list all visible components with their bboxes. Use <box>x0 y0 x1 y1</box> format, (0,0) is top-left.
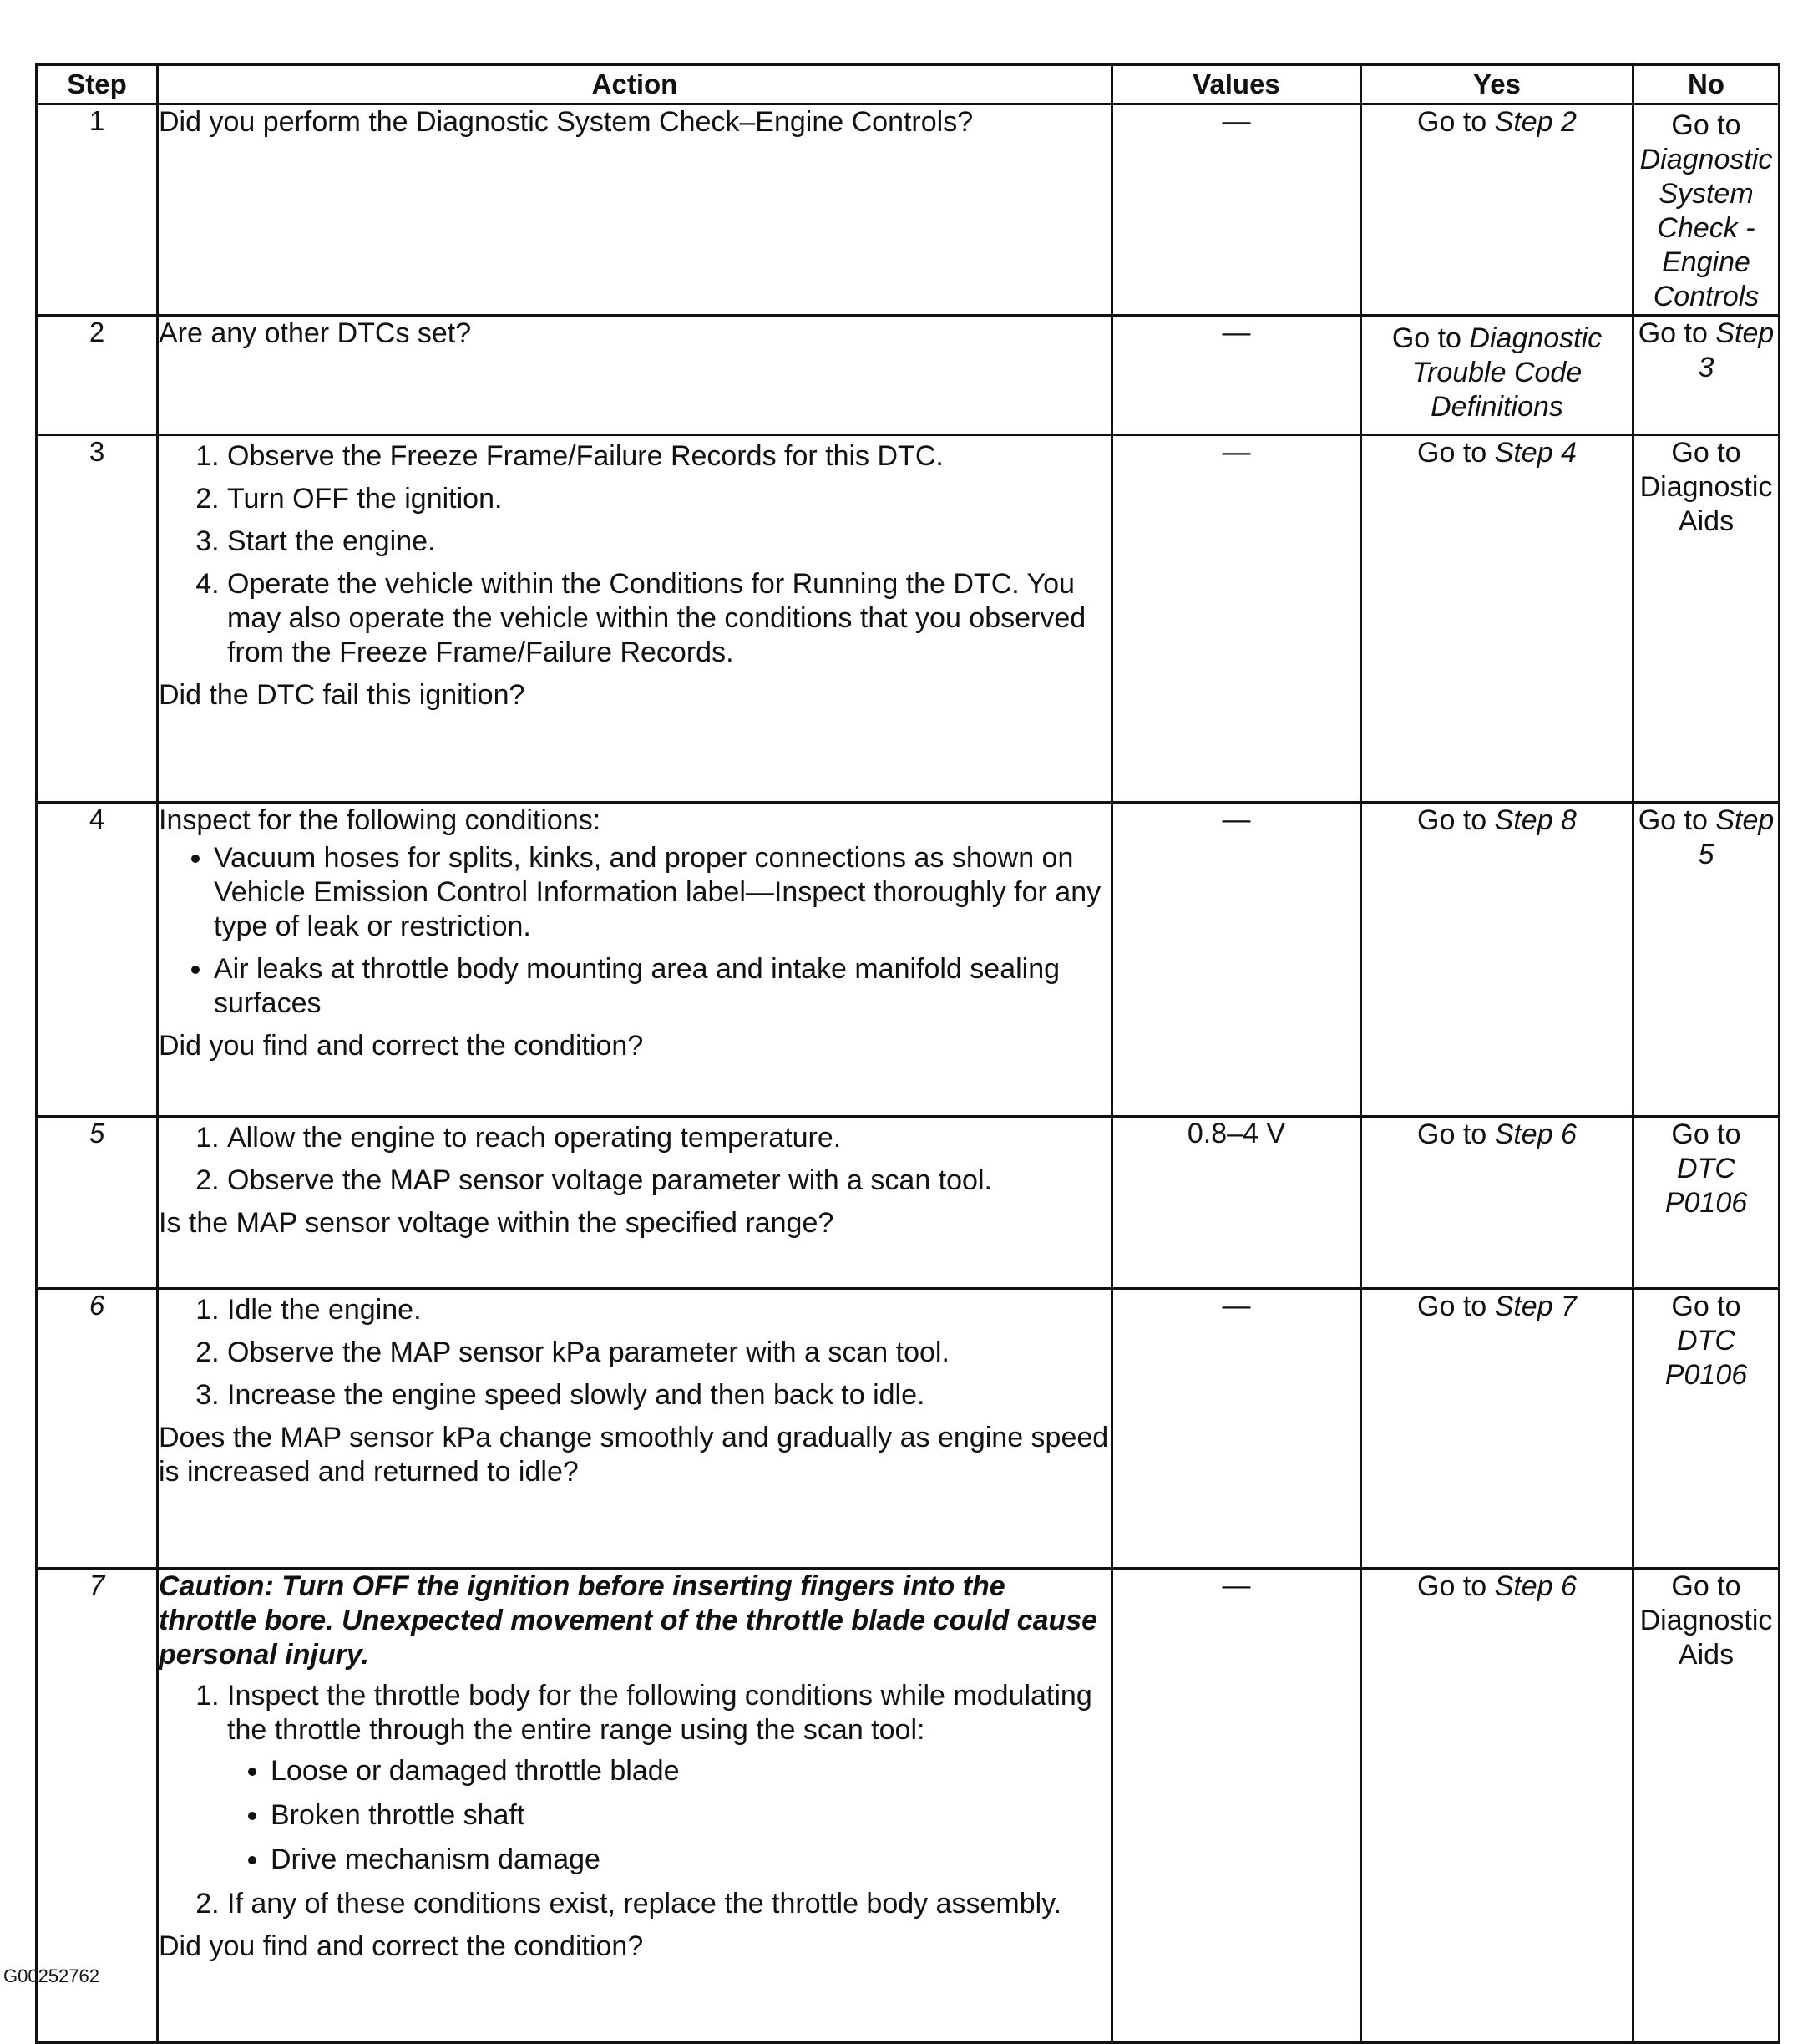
no-cell <box>1633 1117 1780 1289</box>
action-cell <box>158 803 1112 1117</box>
action-question: Did you find and correct the condition? <box>159 1030 644 1062</box>
yes-link[interactable]: Diagnostic Trouble Code Definitions <box>1411 322 1603 423</box>
table-row <box>37 1569 1780 2043</box>
action-question: Did you find and correct the condition? <box>159 1930 644 1962</box>
no-text: Go to <box>1671 1118 1741 1150</box>
action-cell <box>158 104 1112 316</box>
yes-text: Go to <box>1417 106 1495 138</box>
action-intro: Inspect for the following conditions: <box>159 804 601 836</box>
no-link[interactable]: Diagnostic Aids <box>1639 471 1773 537</box>
yes-link[interactable]: Step 4 <box>1494 437 1577 469</box>
yes-cell <box>1361 1117 1633 1289</box>
list-item: 1. Allow the engine to reach operating temperature. <box>227 1121 1111 1155</box>
diagnostic-table <box>35 63 1780 2044</box>
numbered-list <box>159 439 1111 670</box>
list-item: 3. Increase the engine speed slowly and then back to idle. <box>227 1378 1111 1413</box>
no-cell <box>1633 104 1780 316</box>
list-item: 3. Start the engine. <box>227 525 1111 559</box>
list-item <box>227 1679 1111 1877</box>
list-item: 2. Observe the MAP sensor voltage parameter with a scan tool. <box>227 1164 1111 1198</box>
header-no: No <box>1633 65 1780 104</box>
yes-cell <box>1361 1289 1633 1569</box>
step-number: 6 <box>37 1289 158 1569</box>
list-item: 2. Turn OFF the ignition. <box>227 482 1111 516</box>
no-text: Go to <box>1638 317 1716 349</box>
no-link[interactable]: Diagnostic Aids <box>1639 1605 1773 1671</box>
no-link[interactable]: Step 3 <box>1698 317 1775 383</box>
action-question: Does the MAP sensor kPa change smoothly and gradually as engine speed is increased and returned to idle? <box>159 1422 1109 1488</box>
yes-link[interactable]: Step 6 <box>1494 1118 1577 1150</box>
no-link[interactable]: Step 5 <box>1698 804 1775 870</box>
numbered-list <box>159 1293 1111 1413</box>
header-step: Step <box>37 65 158 104</box>
value-cell: — <box>1112 1289 1361 1569</box>
yes-cell <box>1361 104 1633 316</box>
yes-link[interactable]: Step 6 <box>1494 1570 1577 1602</box>
yes-text: Go to <box>1417 437 1495 469</box>
table-row <box>37 803 1780 1117</box>
no-cell <box>1633 435 1780 803</box>
step-number: 7 <box>37 1569 158 2043</box>
action-cell <box>158 1289 1112 1569</box>
no-cell <box>1633 316 1780 435</box>
yes-link[interactable]: Step 2 <box>1494 106 1577 138</box>
bullet-list <box>159 841 1111 1021</box>
yes-cell <box>1361 316 1633 435</box>
yes-text: Go to <box>1417 1570 1495 1602</box>
numbered-list <box>159 1121 1111 1198</box>
table-row <box>37 104 1780 316</box>
table-row <box>37 435 1780 803</box>
step-number: 3 <box>37 435 158 803</box>
no-text: Go to <box>1671 437 1741 469</box>
list-item: • Air leaks at throttle body mounting area and intake manifold sealing surfaces <box>214 952 1111 1021</box>
no-text: Go to <box>1638 804 1716 836</box>
yes-link[interactable]: Step 7 <box>1494 1291 1577 1322</box>
value-cell: — <box>1112 316 1361 435</box>
value-cell: — <box>1112 435 1361 803</box>
yes-cell <box>1361 435 1633 803</box>
value-cell: — <box>1112 1569 1361 2043</box>
action-cell <box>158 1117 1112 1289</box>
list-item: • Vacuum hoses for splits, kinks, and proper connections as shown on Vehicle Emission Control Information label—Inspect thoroughly for any type of leak or restriction. <box>214 841 1111 944</box>
caution-note: Caution: Turn OFF the ignition before inserting fingers into the throttle bore. Unexpected movement of the throttle blade could cause personal injury. <box>159 1570 1098 1671</box>
action-question: Is the MAP sensor voltage within the specified range? <box>159 1207 834 1239</box>
action-question: Did the DTC fail this ignition? <box>159 679 525 711</box>
no-link[interactable]: Diagnostic System Check - Engine Controls <box>1639 144 1773 312</box>
action-question: Did you perform the Diagnostic System Check–Engine Controls? <box>159 106 974 138</box>
yes-cell <box>1361 1569 1633 2043</box>
figure-id: G00252762 <box>3 1965 99 1986</box>
header-yes: Yes <box>1361 65 1633 104</box>
sub-list-item: • Loose or damaged throttle blade <box>271 1754 1111 1788</box>
yes-text: Go to <box>1391 322 1470 354</box>
yes-text: Go to <box>1417 1118 1495 1150</box>
table-row <box>37 1117 1780 1289</box>
no-cell <box>1633 803 1780 1117</box>
yes-text: Go to <box>1417 1291 1495 1322</box>
value-cell: — <box>1112 803 1361 1117</box>
sub-list-item: • Broken throttle shaft <box>271 1798 1111 1833</box>
yes-text: Go to <box>1417 804 1495 836</box>
numbered-list <box>159 1679 1111 1921</box>
table-row <box>37 316 1780 435</box>
list-item-text: Inspect the throttle body for the following conditions while modulating the throttle through the entire range using the scan tool: <box>227 1680 1092 1746</box>
list-item: 2. Observe the MAP sensor kPa parameter with a scan tool. <box>227 1336 1111 1370</box>
list-item: 4. Operate the vehicle within the Conditions for Running the DTC. You may also operate the vehicle within the conditions that you observed from the Freeze Frame/Failure Records. <box>227 567 1111 670</box>
no-text: Go to <box>1671 109 1741 141</box>
sub-bullet-list <box>227 1754 1111 1877</box>
header-row <box>37 65 1780 104</box>
list-item: 1. Idle the engine. <box>227 1293 1111 1327</box>
no-text: Go to <box>1671 1570 1741 1602</box>
no-link[interactable]: DTC P0106 <box>1664 1325 1748 1391</box>
step-number: 5 <box>37 1117 158 1289</box>
table-row <box>37 1289 1780 1569</box>
yes-link[interactable]: Step 8 <box>1494 804 1577 836</box>
list-item: 1. Observe the Freeze Frame/Failure Records for this DTC. <box>227 439 1111 474</box>
sub-list-item: • Drive mechanism damage <box>271 1843 1111 1877</box>
step-number: 1 <box>37 104 158 316</box>
header-values: Values <box>1112 65 1361 104</box>
no-text: Go to <box>1671 1291 1741 1322</box>
action-cell <box>158 435 1112 803</box>
step-number: 4 <box>37 803 158 1117</box>
no-cell <box>1633 1289 1780 1569</box>
action-question: Are any other DTCs set? <box>159 317 472 349</box>
header-action: Action <box>158 65 1112 104</box>
yes-cell <box>1361 803 1633 1117</box>
action-cell <box>158 316 1112 435</box>
value-cell: — <box>1112 104 1361 316</box>
step-number: 2 <box>37 316 158 435</box>
no-cell <box>1633 1569 1780 2043</box>
action-cell <box>158 1569 1112 2043</box>
value-cell: 0.8–4 V <box>1112 1117 1361 1289</box>
list-item: 2. If any of these conditions exist, replace the throttle body assembly. <box>227 1887 1111 1921</box>
no-link[interactable]: DTC P0106 <box>1664 1153 1748 1219</box>
